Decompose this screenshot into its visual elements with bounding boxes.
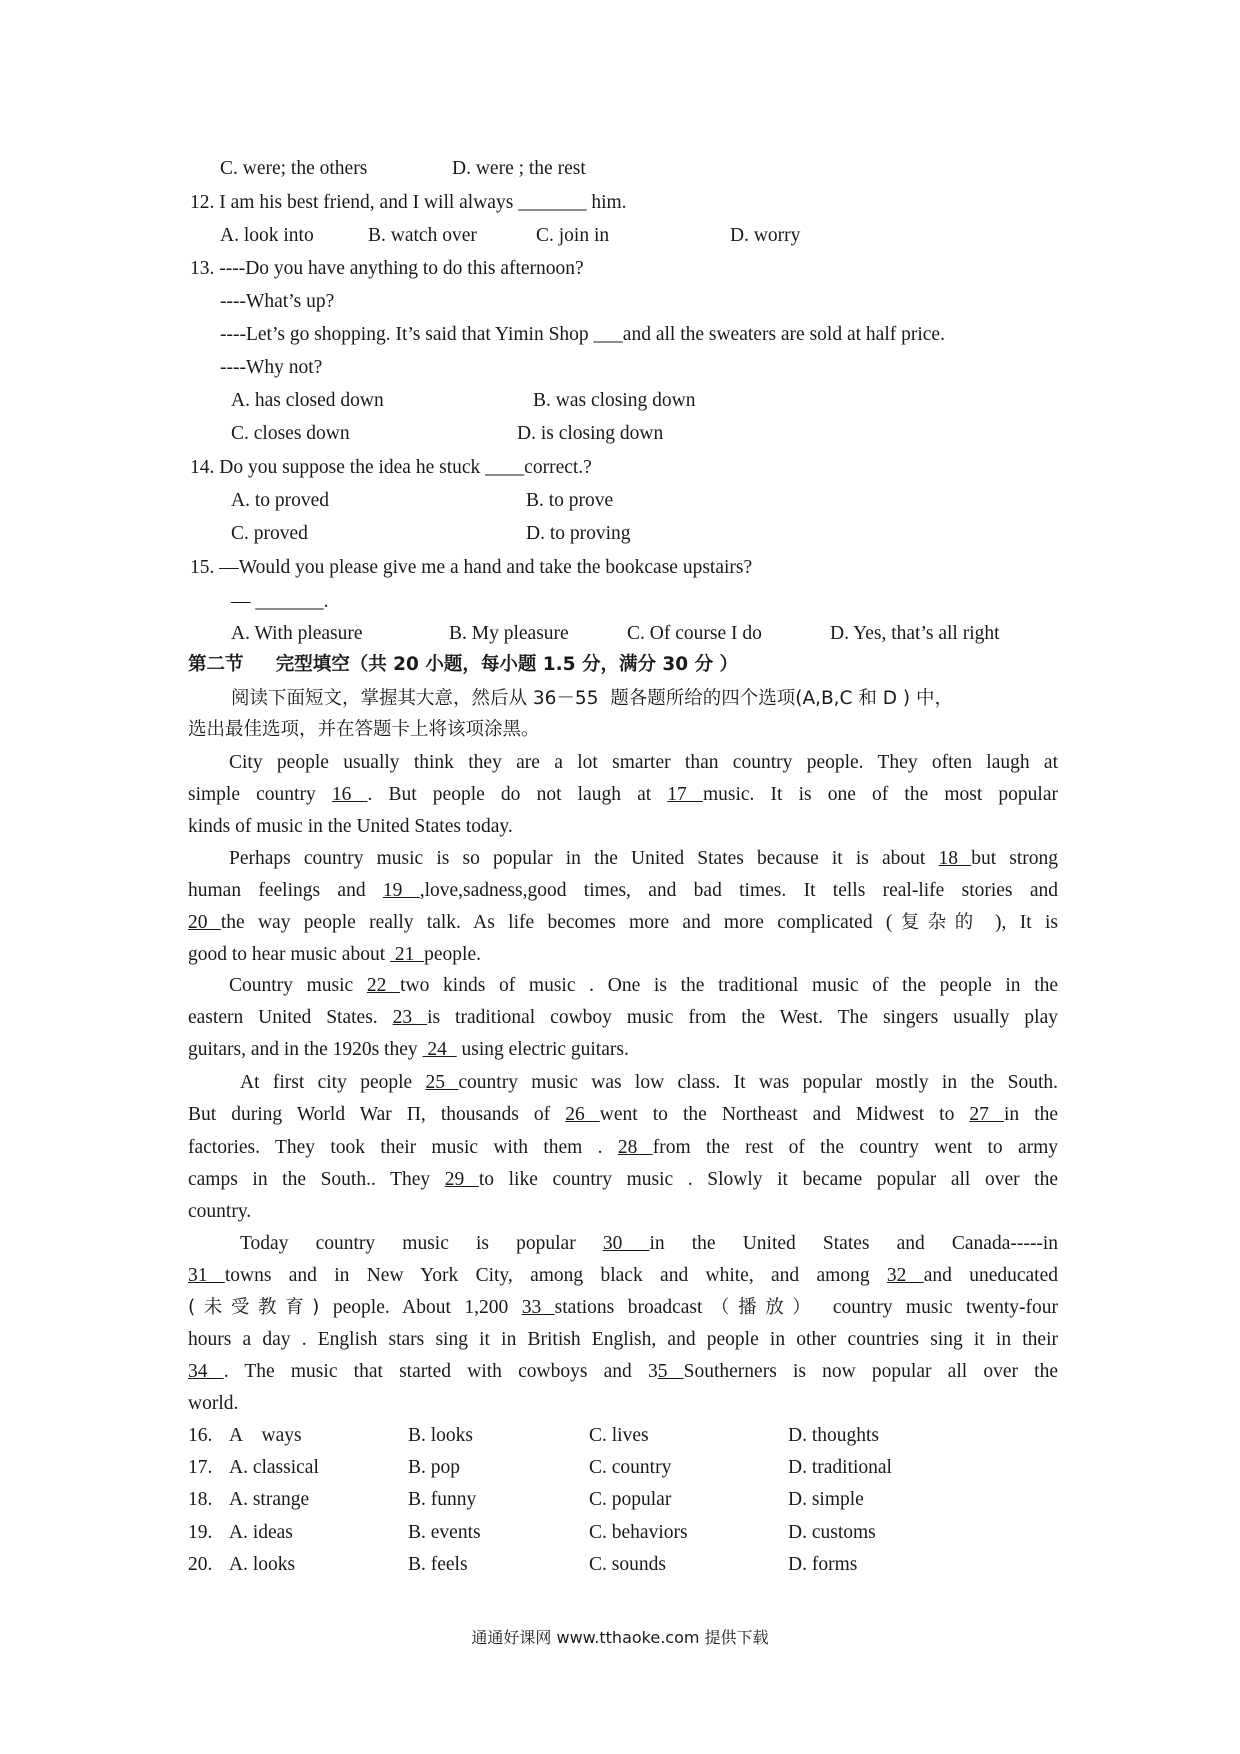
q12-option-b: B. watch over	[368, 225, 477, 246]
passage-gloss: （播放）	[702, 1297, 820, 1318]
passage-text: ,love,sadness,good times, and bad times. It tells real-life stories and	[419, 880, 1058, 901]
passage-line: City people usually think they are a lot smarter than country people. They often laugh at	[229, 752, 1058, 773]
passage-text: music. It is one of the most popular	[702, 784, 1058, 805]
passage-text: Country music	[229, 975, 367, 996]
blank-35: 5	[657, 1361, 684, 1382]
section-instruction-1: 阅读下面短文，掌握其大意，然后从 36－55 题各题所给的四个选项(A,B,C 和 D ) 中，	[231, 688, 953, 709]
passage-gloss: 复杂的	[892, 912, 982, 933]
blank-18: 18	[938, 848, 972, 869]
q14-blank: ____	[485, 457, 525, 478]
cloze-option-number: 18.	[188, 1489, 213, 1510]
blank-24: 24	[422, 1039, 457, 1060]
passage-line	[188, 1102, 1058, 1128]
passage-text: human feelings and	[188, 880, 383, 901]
blank-21: 21	[390, 944, 425, 965]
q15-option-d: D. Yes, that’s all right	[830, 623, 1000, 644]
passage-text: to like country music . Slowly it became popular all over the	[478, 1169, 1059, 1190]
q12-stem-after: him.	[586, 192, 627, 213]
cloze-option-a: A. looks	[229, 1554, 296, 1575]
passage-text: using electric guitars.	[456, 1039, 629, 1060]
blank-31: 31	[188, 1265, 225, 1286]
q12-option-c: C. join in	[536, 225, 610, 246]
q14-option-b: B. to prove	[526, 490, 614, 511]
passage-line	[188, 1167, 1058, 1193]
passage-line	[240, 1070, 1058, 1096]
passage-line	[240, 1231, 1058, 1257]
cloze-option-number: 16.	[188, 1425, 213, 1446]
passage-line	[188, 1005, 1058, 1031]
cloze-option-b: B. events	[408, 1522, 481, 1543]
q13-option-a: A. has closed down	[231, 390, 384, 411]
cloze-option-b: B. pop	[408, 1457, 461, 1478]
blank-19: 19	[382, 880, 420, 901]
cloze-option-d: D. simple	[788, 1489, 864, 1510]
q14-option-d: D. to proving	[526, 523, 631, 544]
blank-30: 30	[602, 1233, 650, 1254]
passage-text: But during World War Π, thousands of	[188, 1104, 566, 1125]
cloze-option-c: C. sounds	[589, 1554, 666, 1575]
cloze-option-d: D. thoughts	[788, 1425, 880, 1446]
blank-34: 34	[188, 1361, 224, 1382]
passage-text: country music twenty-four	[819, 1297, 1059, 1318]
passage-text: ), It is	[981, 912, 1058, 933]
q13-option-c: C. closes down	[231, 423, 350, 444]
section-instruction-2: 选出最佳选项，并在答题卡上将该项涂黑。	[188, 719, 540, 740]
passage-text: went to the Northeast and Midwest to	[599, 1104, 970, 1125]
blank-26: 26	[565, 1104, 600, 1125]
passage-text: the way people really talk. As life becomes more and more complicated (	[220, 912, 893, 933]
q13-line-3-before: ----Let’s go shopping. It’s said that Yimin Shop	[220, 324, 594, 345]
passage-text: but strong	[971, 848, 1059, 869]
passage-line: kinds of music in the United States today.	[188, 816, 513, 837]
passage-text: eastern United States.	[188, 1007, 393, 1028]
q13-line-4: ----Why not?	[220, 357, 323, 378]
q14-option-a: A. to proved	[231, 490, 330, 511]
cloze-option-d: D. forms	[788, 1554, 858, 1575]
passage-text: Southerners is now popular all over the	[683, 1361, 1059, 1382]
passage-line: country.	[188, 1201, 252, 1222]
cloze-option-number: 19.	[188, 1522, 213, 1543]
q14-option-c: C. proved	[231, 523, 308, 544]
passage-text: is traditional cowboy music from the West. The singers usually play	[427, 1007, 1058, 1028]
q13-line-3	[220, 322, 945, 348]
q13-line-2: ----What’s up?	[220, 291, 335, 312]
q14-stem-before: 14. Do you suppose the idea he stuck	[190, 457, 486, 478]
blank-32: 32	[886, 1265, 924, 1286]
blank-25: 25	[425, 1072, 459, 1093]
cloze-option-a: A ways	[229, 1425, 302, 1446]
q14-stem	[190, 455, 592, 481]
passage-text: good to hear music about	[188, 944, 390, 965]
q11-option-d: D. were ; the rest	[452, 158, 586, 179]
passage-text: in the United States and Canada-----in	[649, 1233, 1058, 1254]
cloze-option-b: B. looks	[408, 1425, 474, 1446]
cloze-option-number: 20.	[188, 1554, 213, 1575]
cloze-option-c: C. lives	[589, 1425, 649, 1446]
passage-text: in the	[1003, 1104, 1059, 1125]
passage-text: Perhaps country music is so popular in the United States because it is about	[229, 848, 939, 869]
q12-stem-before: 12. I am his best friend, and I will always	[190, 192, 519, 213]
q13-line-3-after: and all the sweaters are sold at half price.	[622, 324, 945, 345]
q15-blank: _______	[255, 591, 324, 612]
passage-text: people. About 1,200	[319, 1297, 522, 1318]
q15-option-c: C. Of course I do	[627, 623, 762, 644]
cloze-option-c: C. behaviors	[589, 1522, 688, 1543]
cloze-option-number: 17.	[188, 1457, 213, 1478]
passage-text: . But people do not laugh at	[367, 784, 668, 805]
cloze-option-b: B. funny	[408, 1489, 477, 1510]
passage-line	[188, 1135, 1058, 1161]
passage-text: from the rest of the country went to army	[652, 1137, 1059, 1158]
passage-text: stations broadcast	[554, 1297, 703, 1318]
passage-text: country music was low class. It was popular mostly in the South.	[458, 1072, 1059, 1093]
blank-16: 16	[331, 784, 368, 805]
passage-text: At first city people	[240, 1072, 426, 1093]
passage-text: towns and in New York City, among black and white, and among	[224, 1265, 887, 1286]
passage-text: factories. They took their music with them .	[188, 1137, 618, 1158]
passage-line	[188, 942, 481, 968]
q12-stem	[190, 190, 627, 216]
q12-option-a: A. look into	[220, 225, 314, 246]
blank-23: 23	[392, 1007, 428, 1028]
passage-text: two kinds of music . One is the traditional music of the people in the	[400, 975, 1059, 996]
passage-text: and uneducated	[923, 1265, 1058, 1286]
cloze-option-a: A. classical	[229, 1457, 319, 1478]
passage-text: camps in the South.. They	[188, 1169, 445, 1190]
blank-17: 17	[667, 784, 703, 805]
cloze-option-a: A. strange	[229, 1489, 310, 1510]
cloze-option-d: D. customs	[788, 1522, 876, 1543]
q14-stem-after: correct.?	[524, 457, 592, 478]
passage-line	[188, 782, 1058, 808]
cloze-option-a: A. ideas	[229, 1522, 293, 1543]
q15-option-b: B. My pleasure	[449, 623, 569, 644]
q13-option-d: D. is closing down	[517, 423, 664, 444]
cloze-option-b: B. feels	[408, 1554, 468, 1575]
blank-22: 22	[366, 975, 401, 996]
passage-line	[229, 846, 1058, 872]
blank-29: 29	[444, 1169, 479, 1190]
q12-option-d: D. worry	[730, 225, 801, 246]
passage-text: simple country	[188, 784, 332, 805]
cloze-option-c: C. country	[589, 1457, 672, 1478]
q13-line-1: 13. ----Do you have anything to do this afternoon?	[190, 258, 584, 279]
passage-text: . The music that started with cowboys and 3	[223, 1361, 658, 1382]
passage-line: world.	[188, 1393, 239, 1414]
q15-answer-dash: —	[231, 591, 256, 612]
q11-option-c: C. were; the others	[220, 158, 368, 179]
passage-text: people.	[424, 944, 481, 965]
passage-line	[188, 910, 1058, 936]
passage-gloss: (未受教育)	[188, 1297, 320, 1318]
section-heading: 第二节 完型填空（共 20 小题，每小题 1.5 分，满分 30 分 ）	[188, 654, 739, 675]
blank-27: 27	[969, 1104, 1004, 1125]
blank-20: 20	[188, 912, 221, 933]
blank-28: 28	[617, 1137, 653, 1158]
passage-line	[229, 973, 1058, 999]
blank-33: 33	[521, 1297, 555, 1318]
q15-answer-line	[231, 589, 329, 615]
cloze-option-c: C. popular	[589, 1489, 672, 1510]
page-footer: 通通好课网 www.tthaoke.com 提供下载	[471, 1628, 769, 1647]
passage-text: guitars, and in the 1920s they	[188, 1039, 423, 1060]
passage-line	[188, 1359, 1058, 1385]
passage-line	[188, 1037, 629, 1063]
passage-line	[188, 1263, 1058, 1289]
q15-stem: 15. —Would you please give me a hand and take the bookcase upstairs?	[190, 557, 753, 578]
passage-text: Today country music is popular	[240, 1233, 603, 1254]
passage-line	[188, 1295, 1058, 1321]
cloze-option-d: D. traditional	[788, 1457, 892, 1478]
q12-blank: _______	[518, 192, 587, 213]
q15-answer-end: .	[323, 591, 329, 612]
q15-option-a: A. With pleasure	[231, 623, 363, 644]
q13-option-b: B. was closing down	[533, 390, 696, 411]
passage-line: hours a day . English stars sing it in British English, and people in other countries sing it in their	[188, 1329, 1058, 1350]
q13-blank: ___	[593, 324, 623, 345]
passage-line	[188, 878, 1058, 904]
